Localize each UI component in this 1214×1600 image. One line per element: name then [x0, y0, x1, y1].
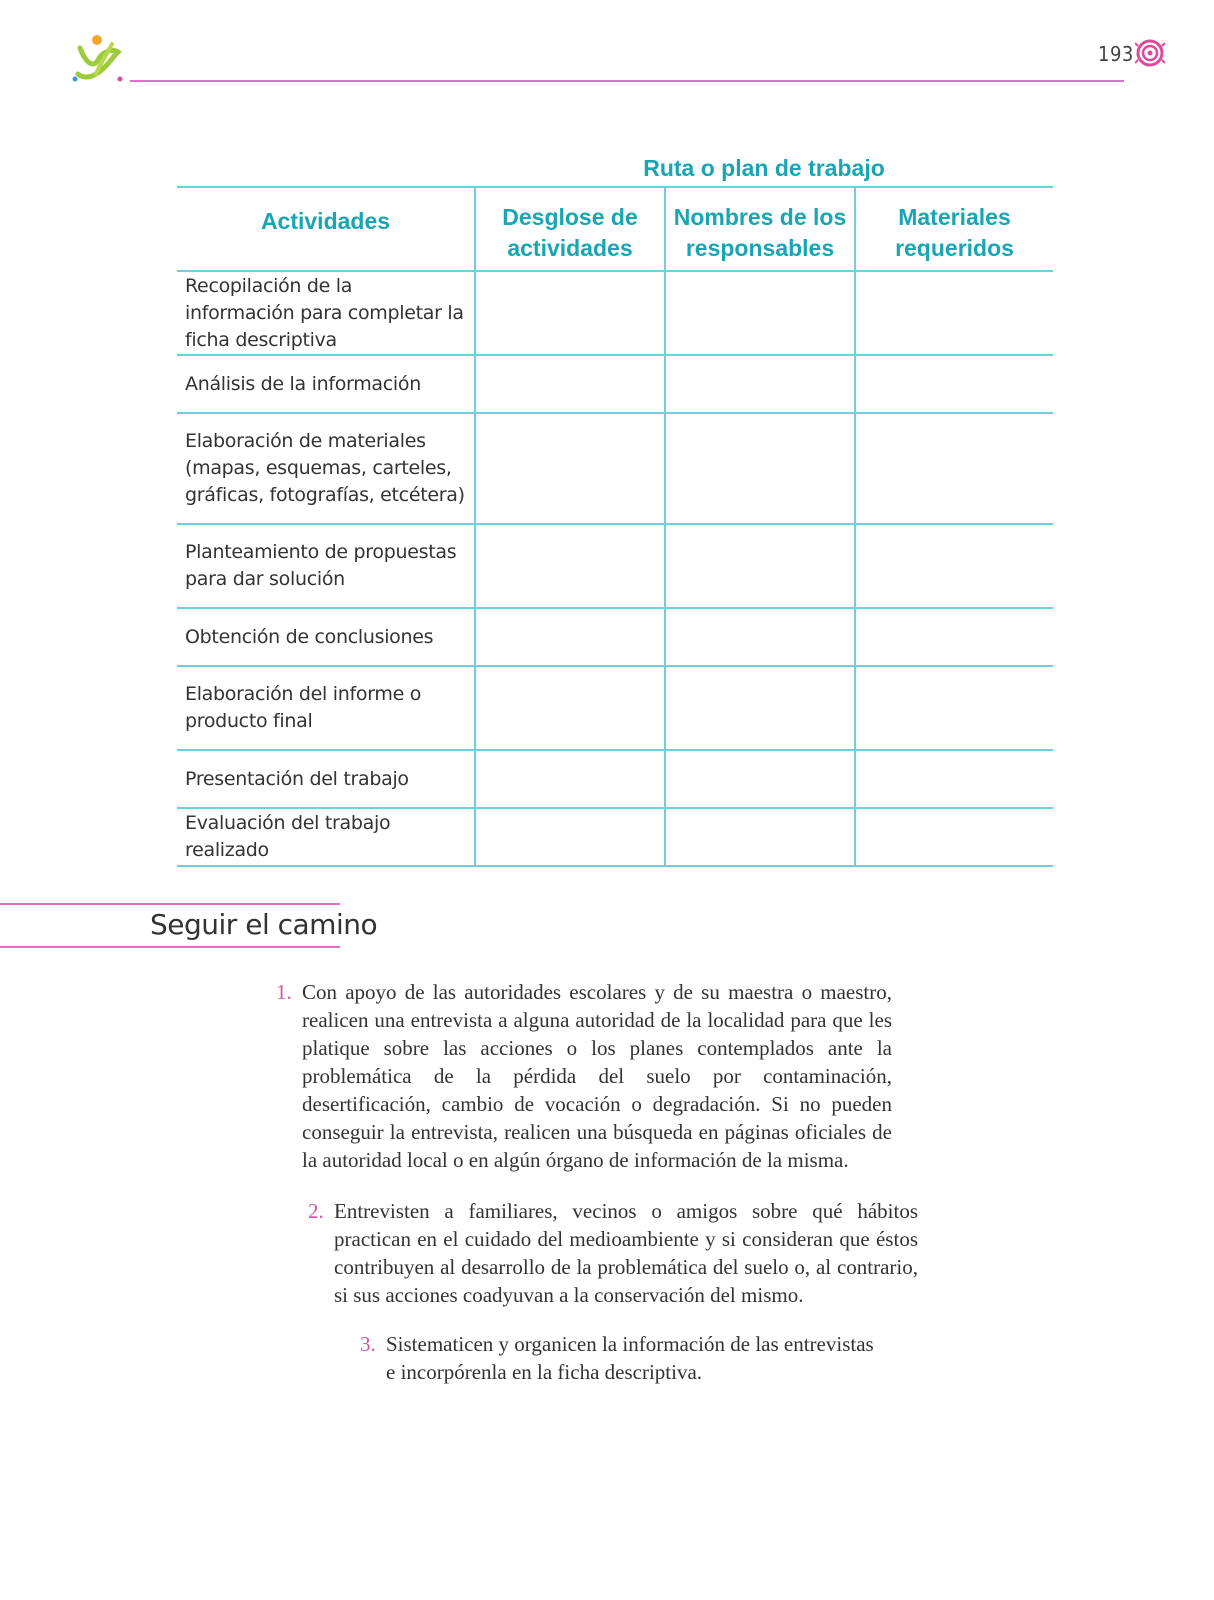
- table-row: [177, 413, 1053, 524]
- responsibles-cell[interactable]: [665, 608, 855, 666]
- materials-cell[interactable]: [855, 413, 1053, 524]
- header-materials: Materiales requeridos: [855, 187, 1053, 271]
- section-title: Seguir el camino: [150, 908, 378, 941]
- page-number: 193: [1098, 42, 1134, 66]
- table-row: [177, 666, 1053, 750]
- activity-cell: Elaboración de materiales (mapas, esquemas, carteles, gráficas, fotografías, etcétera): [177, 413, 475, 524]
- book-logo-icon: [72, 34, 124, 84]
- section-rule-top: [0, 903, 340, 905]
- breakdown-cell[interactable]: [475, 413, 665, 524]
- table-title: Ruta o plan de trabajo: [643, 155, 885, 181]
- materials-cell[interactable]: [855, 666, 1053, 750]
- activity-cell: Elaboración del informe o producto final: [177, 666, 475, 750]
- breakdown-cell[interactable]: [475, 808, 665, 866]
- responsibles-cell[interactable]: [665, 355, 855, 413]
- breakdown-cell[interactable]: [475, 271, 665, 355]
- table-row: [177, 808, 1053, 866]
- table-row: [177, 750, 1053, 808]
- breakdown-cell[interactable]: [475, 608, 665, 666]
- item-number: 2.: [308, 1199, 324, 1223]
- materials-cell[interactable]: [855, 808, 1053, 866]
- activity-cell: Análisis de la información: [177, 355, 475, 413]
- work-plan-table: [177, 186, 1053, 867]
- spiral-ornament-icon: [1135, 38, 1165, 68]
- materials-cell[interactable]: [855, 271, 1053, 355]
- activity-cell: Obtención de conclusiones: [177, 608, 475, 666]
- breakdown-cell[interactable]: [475, 355, 665, 413]
- activity-cell: Planteamiento de propuestas para dar solución: [177, 524, 475, 608]
- instruction-item: [308, 1197, 918, 1309]
- materials-cell[interactable]: [855, 608, 1053, 666]
- work-plan-table-section: [177, 150, 1053, 867]
- breakdown-cell[interactable]: [475, 666, 665, 750]
- materials-cell[interactable]: [855, 355, 1053, 413]
- item-text: Con apoyo de las autoridades escolares y de su maestra o maestro, realicen una entrevista a alguna autoridad de la localidad para que les platique sobre las acciones o los planes contemplados ante la problemática de la pérdida del suelo por contaminación, desertificación, cambio de vocación o degradación. Si no pueden conseguir la entrevista, realicen una búsqueda en páginas oficiales de la autoridad local o en algún órgano de información de la misma.: [302, 980, 892, 1172]
- breakdown-cell[interactable]: [475, 524, 665, 608]
- breakdown-cell[interactable]: [475, 750, 665, 808]
- header-rule: [130, 80, 1124, 82]
- section-rule-bottom: [0, 946, 340, 948]
- table-row: [177, 608, 1053, 666]
- table-row: [177, 271, 1053, 355]
- header-activities: Actividades: [177, 187, 475, 271]
- item-number: 1.: [276, 980, 292, 1004]
- responsibles-cell[interactable]: [665, 413, 855, 524]
- responsibles-cell[interactable]: [665, 271, 855, 355]
- header-breakdown: Desglose de actividades: [475, 187, 665, 271]
- activity-cell: Presentación del trabajo: [177, 750, 475, 808]
- activity-cell: Recopilación de la información para completar la ficha descriptiva: [177, 271, 475, 355]
- table-row: [177, 524, 1053, 608]
- instruction-item: [360, 1330, 886, 1386]
- item-text: Sistematicen y organicen la información de las entrevistas e incorpórenla en la ficha descriptiva.: [386, 1332, 874, 1384]
- responsibles-cell[interactable]: [665, 524, 855, 608]
- responsibles-cell[interactable]: [665, 750, 855, 808]
- responsibles-cell[interactable]: [665, 666, 855, 750]
- item-number: 3.: [360, 1332, 376, 1356]
- materials-cell[interactable]: [855, 524, 1053, 608]
- table-row: [177, 355, 1053, 413]
- materials-cell[interactable]: [855, 750, 1053, 808]
- activity-cell: Evaluación del trabajo realizado: [177, 808, 475, 866]
- instruction-item: [276, 978, 892, 1174]
- header-responsibles: Nombres de los responsables: [665, 187, 855, 271]
- responsibles-cell[interactable]: [665, 808, 855, 866]
- item-text: Entrevisten a familiares, vecinos o amigos sobre qué hábitos practican en el cuidado del medioambiente y si consideran que éstos contribuyen al desarrollo de la problemática del suelo o, al contrario, si sus acciones coadyuvan a la conservación del mismo.: [334, 1199, 918, 1307]
